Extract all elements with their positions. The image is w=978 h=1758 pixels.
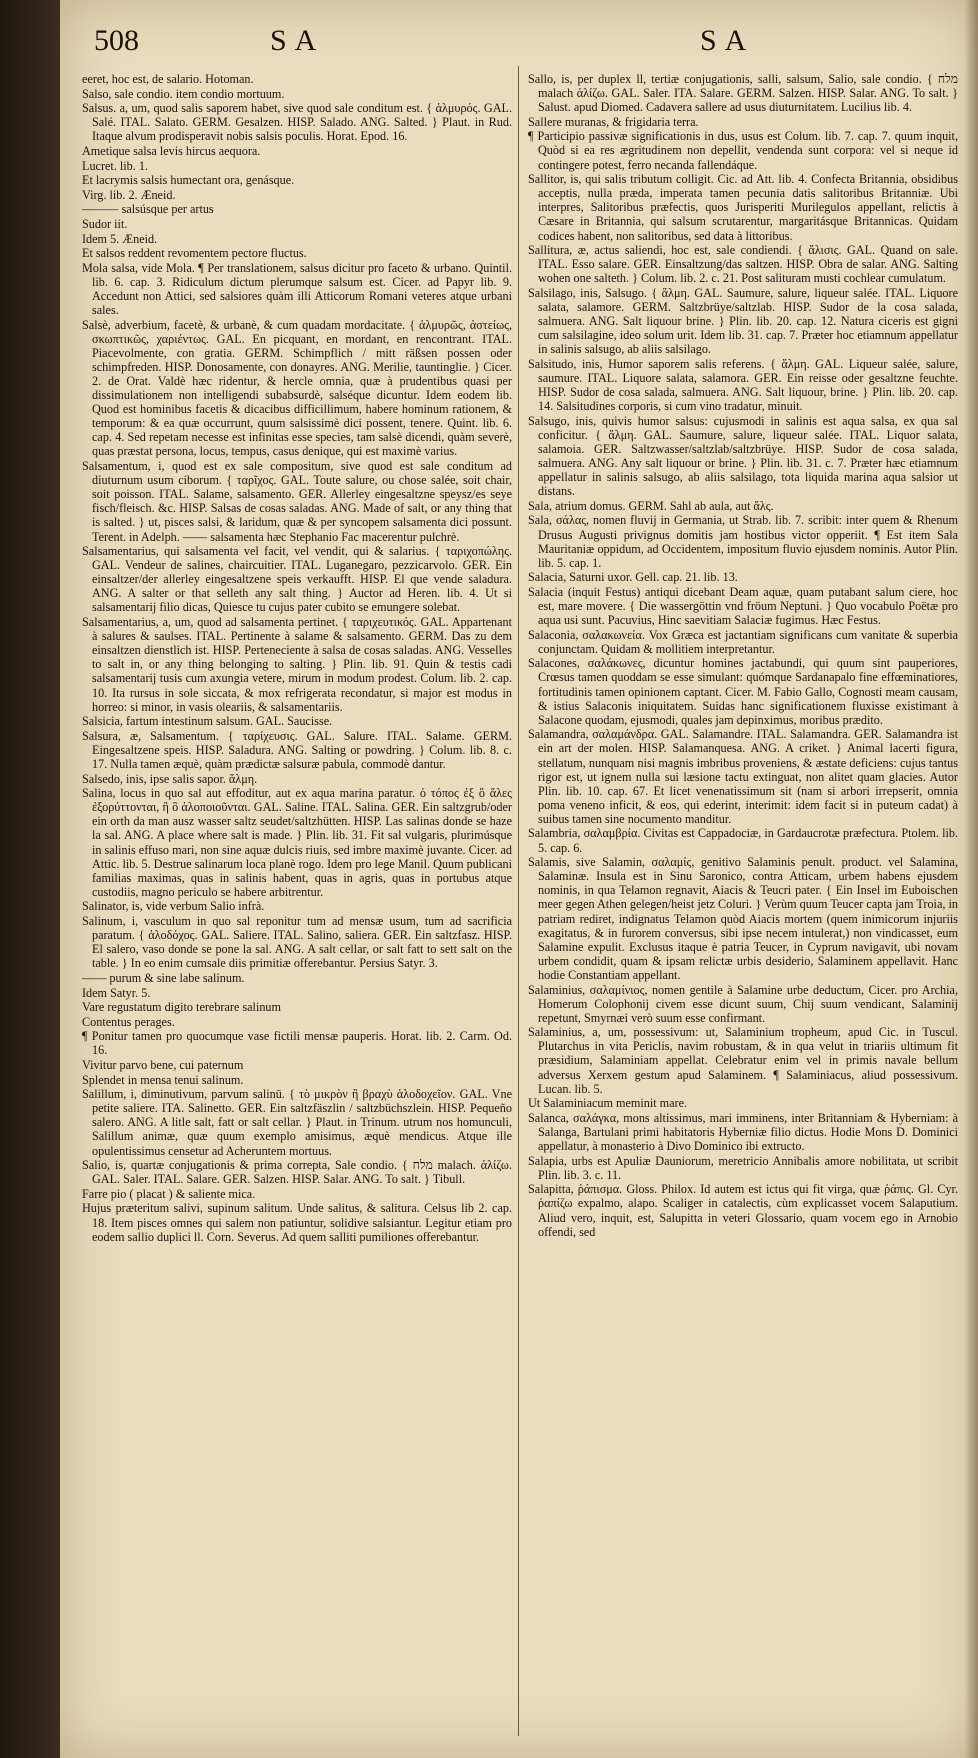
dictionary-entry: Salanca, σαλάγκα, mons altissimus, mari imminens, inter Britanniam & Hyberniam: à Salanga, Bartulani primi habitatoris Hyberniæ filio dictus. Hodie Mons D. Dominici appellatur, à monasterio à Divo Dominico ibi extructo. <box>528 1110 958 1154</box>
dictionary-entry: Salacones, σαλάκωνες, dicuntur homines jactabundi, qui quum sint pauperiores, Crœsus tamen quoddam se esse simulant: quómque Sardanapalo fine effœminatiores, fortitudinis tamen opinionem captant. Cicer. M. Fabio Gallo, Cognosti meam causam, & istius Salaconis iniquitatem. Suidas hanc significationem fluxisse existimant à Salacone quodam, ejusmodi, quales jam depinximus, moribus prædito. <box>528 656 958 727</box>
dictionary-entry: ——— salsúsque per artus <box>82 202 214 217</box>
dictionary-entry: Salillum, i, diminutivum, parvum salinū. { τὸ μικρὸν ἢ βραχὺ ἁλοδοχεῖον. GAL. Vne petite saliere. ITA. Salinetto. GER. Ein saltzfäszlin / saltzbüchszlein. HISP. Pequeño salero. ANG. A litle salt, fatt or salt cellar. } Plaut. in Trinum. utrum nos homunculi, Salillum animæ, quæ quum exemplo amisimus, æquè mendicus. Atque ille opulentissimus censetur ad Acheruntem mortuus. <box>82 1087 512 1158</box>
dictionary-entry: Salsitudo, inis, Humor saporem salis referens. { ἅλμη. GAL. Liqueur salée, salure, saumure. ITAL. Liquore salata, salamora. GER. Ein reisse oder gesaltzne feuchte. HISP. Sudor de cosa salada, salmuera. ANG. Salt liquour, brine. } Plin. lib. 20. cap. 14. Salsitudines corporis, si cum vino tradatur, minuit. <box>528 356 958 414</box>
dictionary-entry: Salsus. a, um, quod salis saporem habet, sive quod sale conditum est. { ἁλμυρός. GAL. Salé. ITAL. Salato. GERM. Gesalzen. HISP. Salado. ANG. Salted. } Plaut. in Rud. Itaque alvum prodisperavit nobis salsis poculis. Horat. Epod. 16. <box>82 101 512 144</box>
dictionary-entry: ¶ Ponitur tamen pro quocumque vase fictili mensæ pauperis. Horat. lib. 2. Carm. Od. 16. <box>82 1029 512 1058</box>
dictionary-entry: Salso, sale condio. item condio mortuum. <box>82 86 285 101</box>
dictionary-entry: Salaconia, σαλακωνεία. Vox Græca est jactantiam significans cum vanitate & superbia conjunctam. Quidam & mollitiem interpretantur. <box>528 627 958 656</box>
dictionary-entry: Sallitor, is, qui salis tributum colligit. Cic. ad Att. lib. 4. Confecta Britannia, obsidibus acceptis, nulla præda, imperata tamen pecunia datis salitoribus Britanniæ. Ubi interpres, Salitoribus præfectis, quos Jurisperiti Murilegulos appellant, relictis à Cæsare in Britannia, qui salsum scrutarentur, margaritásque Britannicas. Quidam codices habent, non salitoribus, sed data à littoribus. <box>528 172 958 243</box>
dictionary-entry: eeret, hoc est, de salario. Hotoman. <box>82 72 254 86</box>
dictionary-entry: Sudor iit. <box>82 216 128 231</box>
left-column <box>82 72 512 1244</box>
running-header <box>60 18 978 58</box>
dictionary-entry: Salina, locus in quo sal aut effoditur, aut ex aqua marina paratur. ὁ τόπος ἐξ ὃ ἅλες ἐξορύττονται, ἢ ὃ ἁλοποιοῦνται. GAL. Saline. ITAL. Salina. GER. Ein saltzgrub/oder ein orth da man ausz wasser saltz seudet/saltzhütten. HISP. Las salinas donde se haze la sal. ANG. A place where salt is made. } Plin. lib. 31. Fit sal vulgaris, plurimúsque in salinis effuso mari, non sine aquæ dulcis riuis, sed imbre maximè juvante. Cicer. ad Attic. lib. 5. Destrue salinarum loca planè rogo. Idem pro lege Manil. Quum publicani familias maximas, quas in salinis habent, quas in agris, quas in portubus atque custodiis, magno periculo se habere arbitrentur. <box>82 786 512 899</box>
dictionary-entry: Salsè, adverbium, facetè, & urbanè, & cum quadam mordacitate. { ἁλμυρῶς, ἀστείως, σκωπτικῶς, χαριέντως. GAL. En picquant, en mordant, en rencontrant. ITAL. Piacevolmente, con gratia. GERM. Schimpflich / mitt räßsen possen oder schimpfreden. HISP. Donosamente, con donayres. ANG. Merilie, tauntinglie. } Cicer. 2. de Orat. Valdè hæc ridentur, & hercle omnia, quæ à prudentibus quasi per dissimulationem non intelligendi subabsurdè, salséque dicuntur. Idem eodem lib. Quod est hominibus facetis & dicacibus difficillimum, habere hominum rationem, & temporum: & ea quæ occurrunt, quum salsissimè dici possent, tenere. Quint. lib. 6. cap. 4. Sed repetam necesse est infinitas esse species, tam salsè dicendi, quàm severè, quas præstat persona, locus, tempus, casus denique, qui est maximè varius. <box>82 317 512 459</box>
dictionary-entry: Salaminius, a, um, possessivum: ut, Salaminium tropheum, apud Cic. in Tuscul. Plutarchus in vita Periclis, navim robustam, & in qua velut in triariis ultimum fit præsidium, Salaminiam appellat. Celebratur enim vel in primis navale bellum adversus Xerxem gestum apud Salaminem. ¶ Salaminiacus, aliud possessivum. Lucan. lib. 5. <box>528 1025 958 1096</box>
dictionary-entry: Salsamentarius, qui salsamenta vel facit, vel vendit, qui & salarius. { ταριχοπώλης. GAL. Vendeur de salines, chaircuitier. ITAL. Luganegaro, pezzicarvolo. GER. Ein einsaltzer/der allerley eingesaltzene speis verkaufft. HISP. El que vende saladura. ANG. A salter or that selleth any salt thing. } Auctor ad Heren. lib. 4. Ut si salsamentarij filio dicas, Quiesce tu cujus pater cubito se emungere solebat. <box>82 544 512 615</box>
dictionary-entry: Salio, is, quartæ conjugationis & prima correpta, Sale condio. { מלח malach. ἁλίζω. GAL. Saler. ITAL. Salare. GER. Salzen. HISP. Salar. ANG. To salt. } Tibull. <box>82 1158 513 1187</box>
dictionary-entry: Salamandra, σαλαμάνδρα. GAL. Salamandre. ITAL. Salamandra. GER. Salamandra ist ein art der molen. HISP. Salamanquesa. ANG. A criket. } Animal lacerti figura, stellatum, nunquam nisi magnis imbribus proveniens, & æstate deficiens: cujus tantus rigor est, ut ignem nulla sui læsione tactu extinguat, non alitet quam glacies. Autor Plin. lib. 10. cap. 67. Et licet venenatissimum sit (nam si arbori irrepserit, omnia poma veneno inficit, & eos, qui ederint, interimit: idem facit si in puteum cadat) à suibus tamen sine nocumento manditur. <box>528 727 958 826</box>
dictionary-entry: Virg. lib. 2. Æneid. <box>82 187 176 202</box>
dictionary-entry: Salaminius, σαλαμίνιος, nomen gentile à Salamine urbe deductum, Cicer. pro Archia, Homerum Colophonij civem esse dicunt suum, Chij suum vendicant, Salaminij repetunt, Smyrnæi verò suum esse confirmant. <box>528 982 958 1025</box>
dictionary-entry: Salamis, sive Salamin, σαλαμίς, genitivo Salaminis penult. product. vel Salamina, Salaminæ. Insula est in Sinu Saronico, contra Atticam, urbem habens ejusdem nominis, in qua Telamon regnavit, Aiacis & Teucri pater. { Ein Insel im Euboischen meer gegen Athen gelegen/heist jetz Coluri. } Verùm quum Teucer capta jam Troia, in patriam rediret, indignatus Telamon quòd Aiacis mortem (quem inimicorum injuriis exagitatus, & in furorem conversus, sibi ipse necem intulerat,) non vindicasset, eum Salamine expulit. Exclusus itaque è patria Teucer, in Cyprum navigavit, ubi novam urbem condidit, quam & ipsam relictæ urbis desiderio, Salaminem appellavit. Hanc hodie Constantiam appellant. <box>528 855 958 982</box>
dictionary-entry: Salsicia, fartum intestinum salsum. GAL. Saucisse. <box>82 714 333 729</box>
dictionary-entry: Ametique salsa levis hircus aequora. <box>82 143 261 158</box>
book-page <box>60 0 978 1758</box>
dictionary-entry: Et salsos reddent revomentem pectore fluctus. <box>82 246 307 261</box>
dictionary-entry: —— purum & sine labe salinum. <box>82 970 245 985</box>
dictionary-entry: Mola salsa, vide Mola. ¶ Per translationem, salsus dicitur pro faceto & urbano. Quintil. lib. 6. cap. 3. Ridiculum dictum plerumque salsum est. Cicer. ad Papyr lib. 9. Accedunt non Attici, sed salsiores quàm illi Atticorum Romani veteres atque urbani sales. <box>82 260 512 317</box>
dictionary-entry: Salacia (inquit Festus) antiqui dicebant Deam aquæ, quam putabant salum ciere, hoc est, mare movere. { Die wassergöttin vnd fröum Neptuni. } Quo vocabulo Poëtæ pro aqua usi sunt. Pacuvius, Hinc saevitiam Salaciæ fugimus. Hæc Festus. <box>528 584 958 628</box>
dictionary-entry: Salapia, urbs est Apuliæ Dauniorum, meretricio Annibalis amore nobilitata, ut scribit Plin. lib. 3. c. 11. <box>528 1153 958 1182</box>
dictionary-entry: Splendet in mensa tenui salinum. <box>82 1072 244 1087</box>
dictionary-entry: Salinum, i, vasculum in quo sal reponitur tum ad mensæ usum, tum ad sacrificia paratum. { ἁλοδόχος. GAL. Saliere. ITAL. Salino, saliera. GER. Ein saltzfasz. HISP. El salero, vaso donde se pone la sal. ANG. A salt cellar, or salt fatt to sett salt on the table. } In eo enim cumsale diis primitiæ offerebantur. Persius Satyr. 3. <box>82 914 512 971</box>
book-gutter <box>0 0 60 1758</box>
dictionary-entry: Salsilago, inis, Salsugo. { ἅλμη. GAL. Saumure, salure, liqueur salée. ITAL. Liquore salata, salamore. GERM. Saltzbrüye/saltzlab. HISP. Sudor de la cosa salada, salmuera. ANG. Salt liquour brine. } Plin. lib. 20. cap. 12. Natura ciceris est gigni cum salsilagine, ideo solum urit. Idem lib. 31. cap. 7. Præter hoc etiamnum appellatur in salinis salsugo, ab aliis salsilago. <box>528 285 958 357</box>
dictionary-entry: Vare regustatum digito terebrare salinum <box>82 1000 281 1015</box>
dictionary-entry: Salsugo, inis, quivis humor salsus: cujusmodi in salinis est aqua salsa, ex qua sal conficitur. { ἅλμη. GAL. Saumure, salure, liqueur salée. ITAL. Liquor salata, salamoia. GER. Saltzwasser/saltzlab/saltzbrüye. HISP. Sudor de cosa salada, salmuera. ANG. Any salt liquour or brine. } Plin. lib. 31. c. 7. Præter hæc etiamnum appellatur in salinis salsugo, ab aliis salsilago, tota liquida marina aqua salsior ut distans. <box>528 413 958 499</box>
dictionary-entry: Farre pio ( placat ) & saliente mica. <box>82 1186 256 1201</box>
dictionary-entry: Sala, atrium domus. GERM. Sahl ab aula, aut ἅλς. <box>528 498 774 513</box>
dictionary-entry: ¶ Participio passivæ significationis in dus, usus est Colum. lib. 7. cap. 7. quum inquit, Quòd si ea res ægritudinem non depellit, vendenda sunt corpora: vel si neque id contingere potest, ferro necanda fallendáque. <box>528 129 958 172</box>
right-column <box>528 72 958 1239</box>
column-divider <box>518 66 519 1736</box>
dictionary-entry: Contentus perages. <box>82 1014 175 1029</box>
dictionary-entry: Vivitur parvo bene, cui paternum <box>82 1057 244 1072</box>
dictionary-entry: Sallere muranas, & frigidaria terra. <box>528 114 699 129</box>
dictionary-entry: Ut Salaminiacum meminit mare. <box>528 1096 688 1111</box>
running-head-left: SA <box>270 24 325 57</box>
dictionary-entry: Idem 5. Æneid. <box>82 231 158 246</box>
dictionary-entry: Sala, σάλας, nomen fluvij in Germania, ut Strab. lib. 7. scribit: inter quem & Rhenum Drusus Augusti privignus domitis jam hostibus victor opperiit. ¶ Est item Sala Mauritaniæ oppidum, ad Occidentem, impositum fluvio ejusdem nominis. Autor Plin. lib. 5. cap. 1. <box>528 513 958 570</box>
dictionary-entry: Sallitura, æ, actus saliendi, hoc est, sale condiendi. { ἅλισις. GAL. Quand on sale. ITAL. Esso salare. GER. Einsaltzung/das saltzen. HISP. Obra de salar. ANG. Salting wohen one salteth. } Colum. lib. 2. c. 21. Post salituram musti cochlear cumulatum. <box>528 243 958 286</box>
dictionary-entry: Salsura, æ, Salsamentum. { ταρίχευσις. GAL. Salure. ITAL. Salame. GERM. Eingesaltzene speis. HISP. Saladura. ANG. Salting or powdring. } Colum. lib. 8. c. 17. Nulla tamen æquè, quàm prædictæ salsuræ pabula, commodè dantur. <box>82 728 512 771</box>
dictionary-entry: Idem Satyr. 5. <box>82 985 151 1000</box>
dictionary-entry: Sallo, is, per duplex ll, tertiæ conjugationis, salli, salsum, Salio, sale condio. { מלח malach ἁλίζω. GAL. Saler. ITA. Salare. GERM. Salzen. HISP. Salar. ANG. To salt. } Salust. apud Diomed. Cadavera sallere ad usus diuturnitatem. Lucilius lib. 4. <box>528 72 958 115</box>
dictionary-entry: Salsamentum, i, quod est ex sale compositum, sive quod est sale conditum ad diuturnum usum ciborum. { ταρῖχος. GAL. Toute salure, ou chose salée, soit chair, soit poisson. ITAL. Salame, salsamento. GER. Allerley eingesaltzne speysz/es seye fisch/fleisch. &c. HISP. Salsas de cosas saladas. ANG. Made of salt, or any thing that is salted. } ut, pisces salsi, & laridum, quæ & per syncopem salsamenta dici possunt. Terent. in Adelph. —— salsamenta hæc Stephanio Fac macerentur pulchrè. <box>82 459 512 544</box>
running-head-right: SA <box>700 24 755 57</box>
page-number: 508 <box>94 24 139 57</box>
dictionary-entry: Salacia, Saturni uxor. Gell. cap. 21. lib. 13. <box>528 570 738 585</box>
dictionary-entry: Salsedo, inis, ipse salis sapor. ἅλμη. <box>82 771 258 786</box>
dictionary-entry: Salsamentarius, a, um, quod ad salsamenta pertinet. { ταριχευτικός. GAL. Appartenant à salures & saulses. ITAL. Pertinente à salame & salsamento. GERM. Das zu dem einsaltzen dienstlich ist. HISP. Perteneciente à salsa de cosas saladas. ANG. Vesselles to salt in, or any thing belonging to salting. } Plin. lib. 91. Quin & testis cadi salsamentarij tusis cum axungia vetere, mirum in modum prodest. Colum. lib. 2. cap. 10. Ita rursus in sole siccata, & mox refrigerata recondatur, si major est modus in horreo: si minor, in vasis oleariis, & salsamentariis. <box>82 615 512 714</box>
dictionary-entry: Hujus præteritum salivi, supinum salitum. Unde salitus, & salitura. Celsus lib 2. cap. 18. Item pisces omnes qui salem non patiuntur, solidive salsiantur. Legitur etiam pro eodem sallio duplici ll. Corn. Severus. Ad quem salliti pumiliones offerebantur. <box>82 1201 512 1244</box>
dictionary-entry: Salapitta, ῥάπισμα. Gloss. Philox. Id autem est ictus qui fit virga, quæ ῥάπις. Gl. Cyr. ῥαπίζω expalmo, alapo. Scaliger in catalectis, cùm explicasset vocem Salaputium. Aliud vero, inquit, est, Salupitta in veteri Glossario, quam vocem ego in Arnobio offendi, sed <box>528 1182 958 1239</box>
dictionary-entry: Salambria, σαλαμβρία. Civitas est Cappadociæ, in Gardaucrotæ præfectura. Ptolem. lib. 5. cap. 6. <box>528 826 958 855</box>
dictionary-entry: Lucret. lib. 1. <box>82 158 148 173</box>
dictionary-entry: Et lacrymis salsis humectant ora, genásque. <box>82 173 295 188</box>
dictionary-entry: Salinator, is, vide verbum Salio infrà. <box>82 899 265 914</box>
page-edge-shadow <box>964 0 978 1758</box>
